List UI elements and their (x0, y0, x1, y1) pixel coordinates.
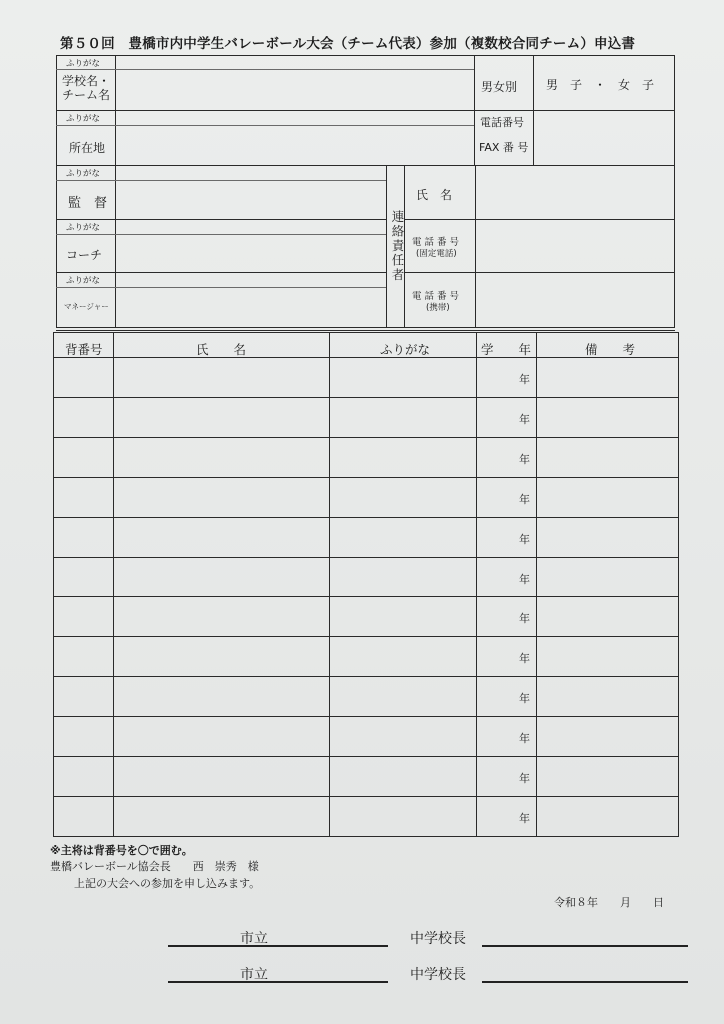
captain-note: ※主将は背番号を〇で囲む。 (50, 844, 193, 857)
manager-label: マネージャー (64, 302, 109, 311)
signature-principal-line-2[interactable] (482, 981, 688, 983)
application-statement: 上記の大会への参加を申し込みます。 (74, 877, 261, 890)
furigana-line-coach (56, 234, 386, 235)
header-grade: 学 年 (481, 342, 532, 357)
table-row-divider (54, 756, 678, 757)
contact-person-label: 連絡責任者 (390, 210, 405, 283)
col-divider-grade (536, 333, 537, 836)
table-row-divider (54, 796, 678, 797)
signature-city-line-2[interactable] (168, 981, 388, 983)
contact-phone-fixed-sub: (固定電話) (416, 249, 457, 259)
gender-label: 男女別 (481, 80, 518, 94)
contact-value-divider (475, 165, 476, 327)
phone-label: 電話番号 (480, 116, 524, 129)
signature-principal-label-2: 中学校長 (410, 967, 466, 983)
table-row-divider (54, 636, 678, 637)
furigana-label-coach: ふりがな (66, 223, 101, 233)
signature-city-line-1[interactable] (168, 945, 388, 947)
grade-suffix: 年 (519, 732, 530, 745)
header-name: 氏 名 (196, 342, 247, 357)
row-divider-name (404, 219, 675, 220)
table-row-divider (54, 477, 678, 478)
furigana-label-manager: ふりがな (66, 276, 101, 286)
table-row-divider (54, 557, 678, 558)
gender-options: 男 子 ・ 女 子 (546, 78, 655, 92)
furigana-label-address: ふりがな (66, 114, 101, 124)
table-row-divider (54, 357, 678, 358)
contact-phone-fixed-label: 電 話 番 号 (412, 237, 460, 248)
grade-suffix: 年 (519, 772, 530, 785)
header-notes: 備 考 (585, 342, 636, 357)
fax-label: FAX 番 号 (479, 141, 529, 154)
section-gap-line (56, 330, 675, 331)
col-divider-name (329, 333, 330, 836)
table-row-divider (54, 676, 678, 677)
table-row-divider (54, 397, 678, 398)
row-divider-address (56, 165, 675, 166)
furigana-label-school: ふりがな (66, 59, 101, 69)
furigana-line-director (56, 180, 386, 181)
grade-suffix: 年 (519, 573, 530, 586)
contact-phone-mobile-label: 電 話 番 号 (412, 291, 460, 302)
grade-suffix: 年 (519, 533, 530, 546)
grade-suffix: 年 (519, 692, 530, 705)
contact-name-label: 氏 名 (416, 188, 453, 202)
table-row-divider (54, 596, 678, 597)
row-divider-school (56, 110, 675, 111)
col-divider-number (113, 333, 114, 836)
header-furigana: ふりがな (380, 342, 431, 357)
table-row-divider (54, 517, 678, 518)
contact-phone-mobile-sub: (携帯) (426, 303, 450, 313)
school-name-label: 学校名・ チーム名 (62, 74, 111, 102)
grade-suffix: 年 (519, 453, 530, 466)
addressee: 豊橋バレーボール協会長 西 崇秀 様 (50, 860, 259, 873)
col-divider-furigana (476, 333, 477, 836)
roster-table (53, 332, 679, 837)
furigana-line-manager (56, 287, 386, 288)
signature-city-label-2: 市立 (240, 967, 268, 983)
header-number: 背番号 (65, 342, 103, 357)
contact-column-left (386, 165, 387, 327)
grade-suffix: 年 (519, 652, 530, 665)
grade-suffix: 年 (519, 413, 530, 426)
application-date: 令和８年 月 日 (554, 896, 664, 909)
row-divider-phone (404, 272, 675, 273)
director-label: 監 督 (68, 196, 108, 211)
furigana-line-address (56, 125, 474, 126)
grade-suffix: 年 (519, 373, 530, 386)
furigana-line-school (56, 69, 474, 70)
row-divider-coach (56, 272, 386, 273)
form-title: 第５０回 豊橋市内中学生バレーボール大会（チーム代表）参加（複数校合同チーム）申込書 (60, 36, 636, 52)
row-divider-director (56, 219, 386, 220)
furigana-label-director: ふりがな (66, 169, 101, 179)
coach-label: コーチ (66, 248, 103, 262)
table-row-divider (54, 716, 678, 717)
signature-principal-label-1: 中学校長 (410, 931, 466, 947)
signature-principal-line-1[interactable] (482, 945, 688, 947)
grade-suffix: 年 (519, 612, 530, 625)
table-row-divider (54, 437, 678, 438)
signature-city-label-1: 市立 (240, 931, 268, 947)
grade-suffix: 年 (519, 812, 530, 825)
address-label: 所在地 (69, 141, 106, 155)
grade-suffix: 年 (519, 493, 530, 506)
